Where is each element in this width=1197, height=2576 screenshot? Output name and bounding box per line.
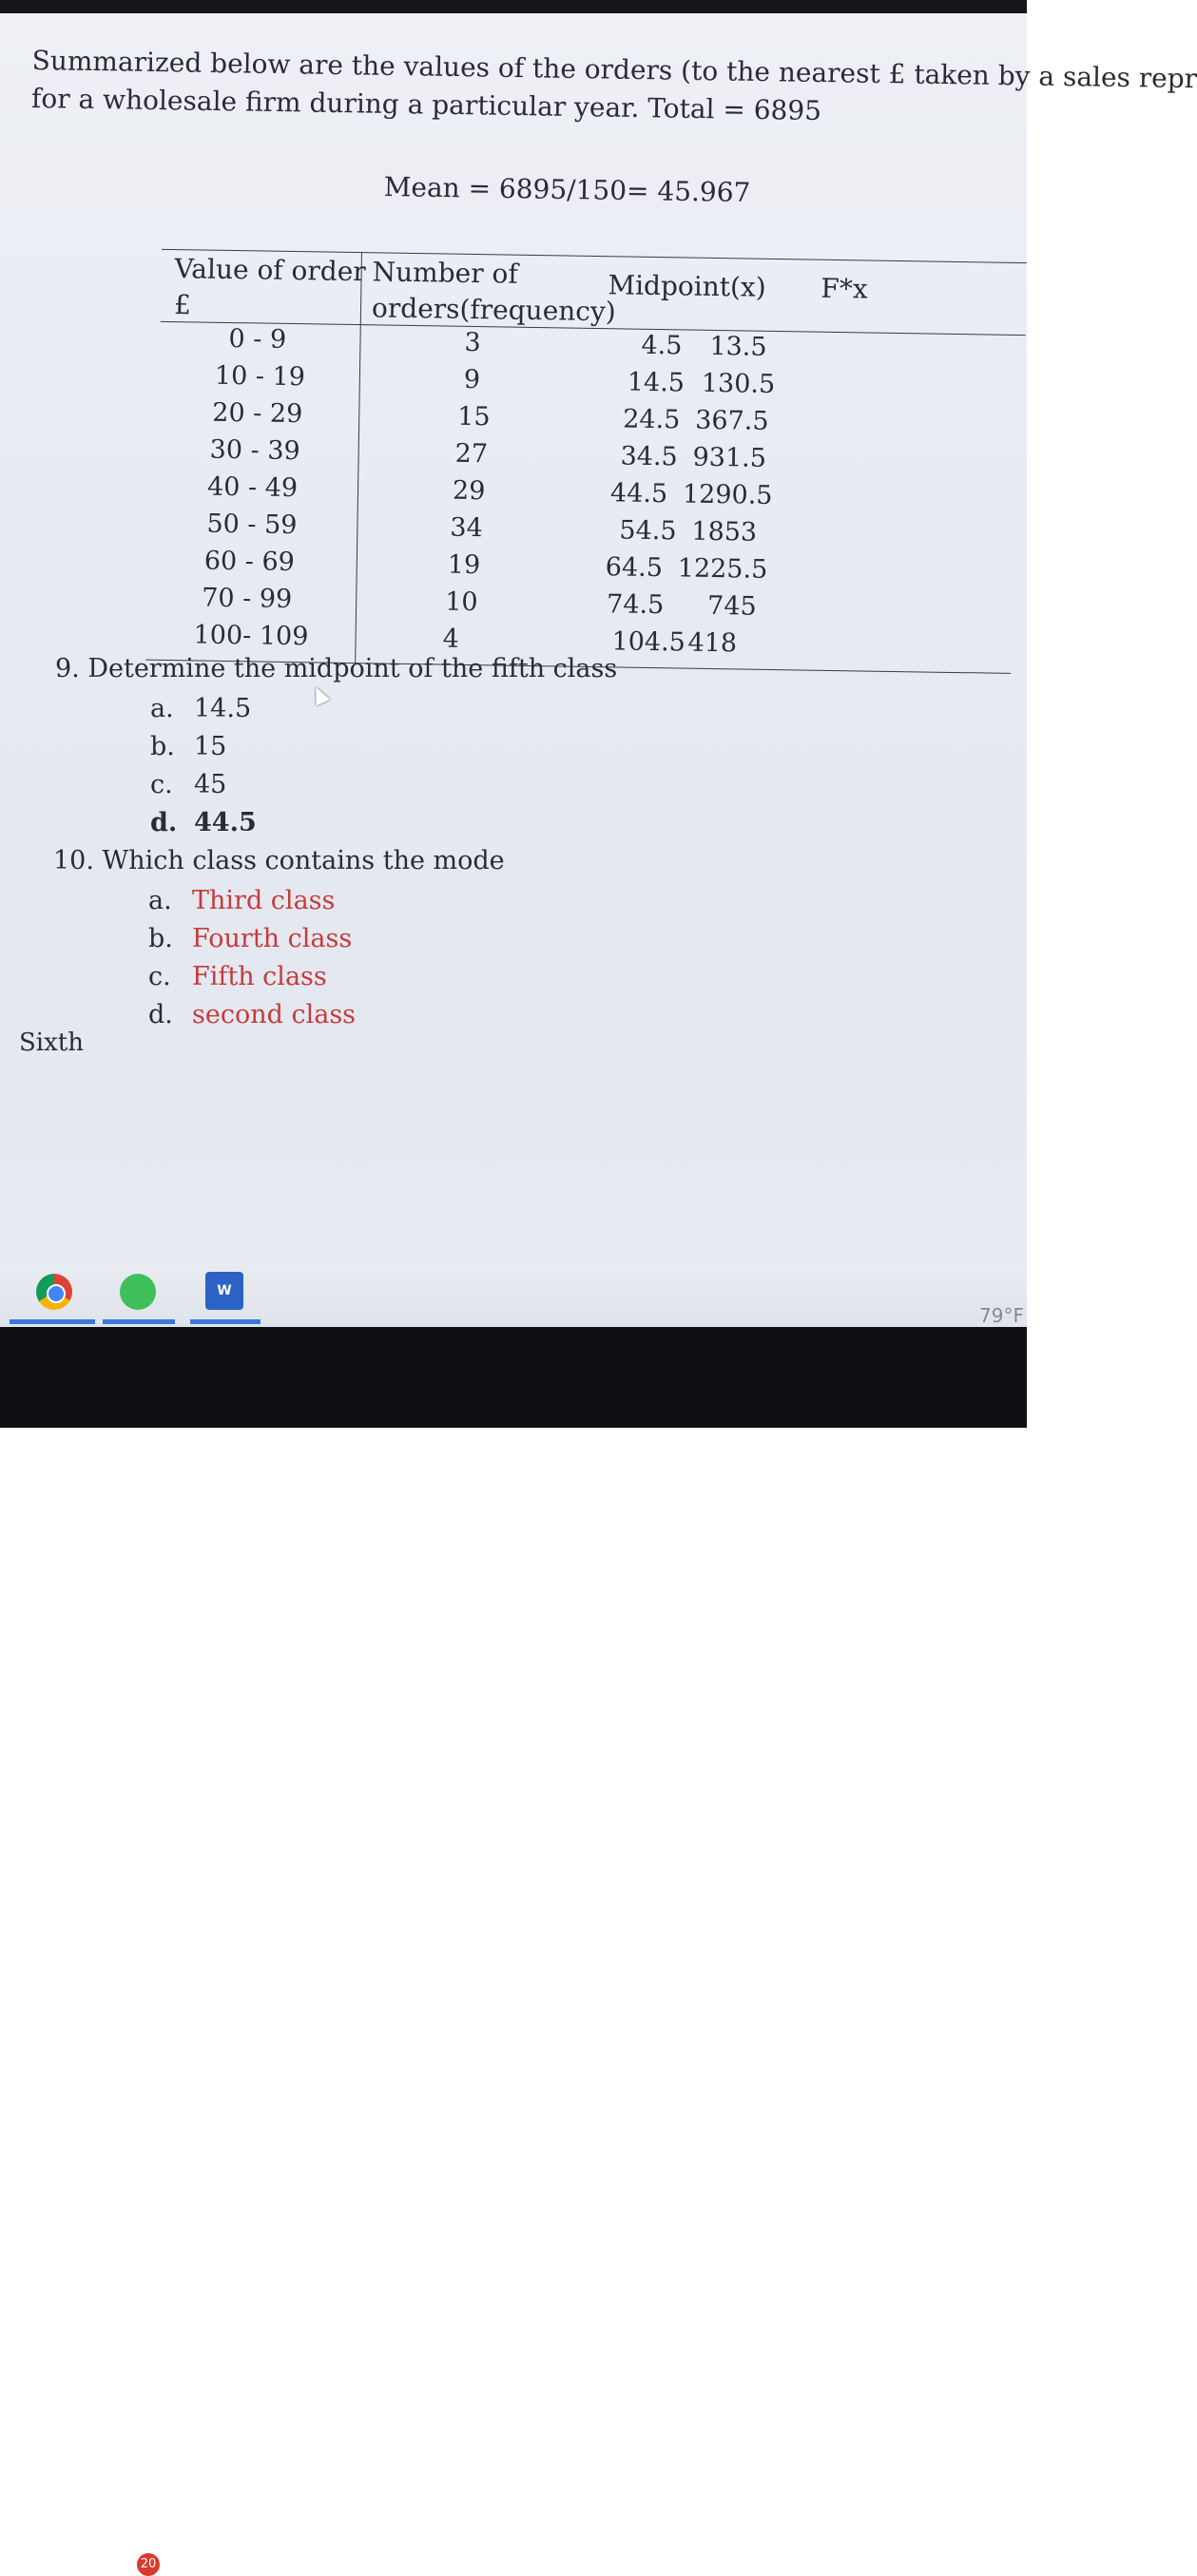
fx-cell: 367.5 xyxy=(694,405,769,436)
freq-cell: 19 xyxy=(447,549,481,581)
chrome-center-icon xyxy=(47,1284,66,1303)
question-10: 10. Which class contains the mode xyxy=(53,846,505,875)
midpoint-cell: 104.5 xyxy=(611,626,686,658)
fx-cell: 1225.5 xyxy=(677,553,768,585)
mean-formula: Mean = 6895/150= 45.967 xyxy=(383,171,751,209)
class-cell: 0 - 9 xyxy=(228,323,287,355)
whatsapp-icon[interactable] xyxy=(120,1274,156,1310)
midpoint-cell: 54.5 xyxy=(619,515,677,547)
freq-cell: 3 xyxy=(464,327,481,358)
freq-cell: 9 xyxy=(463,364,481,395)
class-cell: 100- 109 xyxy=(193,620,309,652)
freq-cell: 27 xyxy=(454,438,489,470)
chrome-icon[interactable] xyxy=(36,1274,72,1310)
frequency-table xyxy=(0,0,1197,736)
fx-cell: 1853 xyxy=(691,516,758,548)
class-cell: 70 - 99 xyxy=(201,583,293,615)
word-active-indicator xyxy=(190,1319,261,1324)
freq-cell: 34 xyxy=(450,512,484,544)
fx-cell: 13.5 xyxy=(709,331,767,362)
class-cell: 60 - 69 xyxy=(203,546,296,578)
document-page xyxy=(0,0,1197,1264)
midpoint-cell: 74.5 xyxy=(606,589,665,621)
question-9: 9. Determine the midpoint of the fifth class xyxy=(55,654,618,683)
midpoint-cell: 24.5 xyxy=(623,404,681,435)
class-cell: 10 - 19 xyxy=(214,360,306,393)
q10-option-d[interactable]: d. second class xyxy=(148,1000,357,1029)
weather-temperature[interactable]: 79°F xyxy=(979,1304,1024,1327)
sixth-label: Sixth xyxy=(19,1028,84,1057)
header-fx: F*x xyxy=(821,272,868,305)
freq-cell: 15 xyxy=(457,401,491,433)
midpoint-cell: 4.5 xyxy=(641,330,683,361)
q10-option-c[interactable]: c. Fifth class xyxy=(148,962,327,991)
class-cell: 20 - 29 xyxy=(212,397,303,430)
q9-option-d[interactable]: d. 44.5 xyxy=(150,808,257,837)
fx-cell: 745 xyxy=(706,590,757,622)
midpoint-cell: 34.5 xyxy=(620,441,678,472)
class-cell: 40 - 49 xyxy=(206,471,299,504)
freq-cell: 10 xyxy=(444,586,478,618)
word-icon[interactable]: W xyxy=(205,1272,243,1310)
header-frequency: Number of orders(frequency) xyxy=(371,256,617,328)
intro-line-1: Summarized below are the values of the orders (to the nearest £ taken by a sales repr xyxy=(31,44,1197,95)
header-midpoint: Midpoint(x) xyxy=(608,269,766,303)
class-cell: 50 - 59 xyxy=(206,509,298,541)
fx-cell: 1290.5 xyxy=(682,479,773,510)
whatsapp-active-indicator xyxy=(103,1319,175,1324)
intro-line-2: for a wholesale firm during a particular year. Total = 6895 xyxy=(30,82,822,127)
freq-cell: 29 xyxy=(452,475,486,507)
screen-bottom-bezel xyxy=(0,1327,1027,1428)
header-value-of-order: Value of order £ xyxy=(173,253,366,321)
midpoint-cell: 44.5 xyxy=(609,478,668,509)
q10-option-b[interactable]: b. Fourth class xyxy=(148,924,353,953)
fx-cell: 931.5 xyxy=(692,442,767,473)
q10-option-a[interactable]: a. Third class xyxy=(148,886,336,915)
fx-cell: 130.5 xyxy=(701,368,776,399)
taskbar xyxy=(0,1264,1027,2571)
q9-option-a[interactable]: a. 14.5 xyxy=(150,694,252,723)
midpoint-cell: 14.5 xyxy=(627,367,685,398)
chrome-active-indicator xyxy=(10,1319,95,1324)
notification-badge: 20 xyxy=(137,2553,160,2576)
freq-cell: 4 xyxy=(442,624,460,654)
fx-cell: 418 xyxy=(687,627,738,659)
q9-option-c[interactable]: c. 45 xyxy=(150,770,227,799)
class-cell: 30 - 39 xyxy=(209,434,300,467)
q9-option-b[interactable]: b. 15 xyxy=(150,732,227,761)
midpoint-cell: 64.5 xyxy=(605,552,664,584)
